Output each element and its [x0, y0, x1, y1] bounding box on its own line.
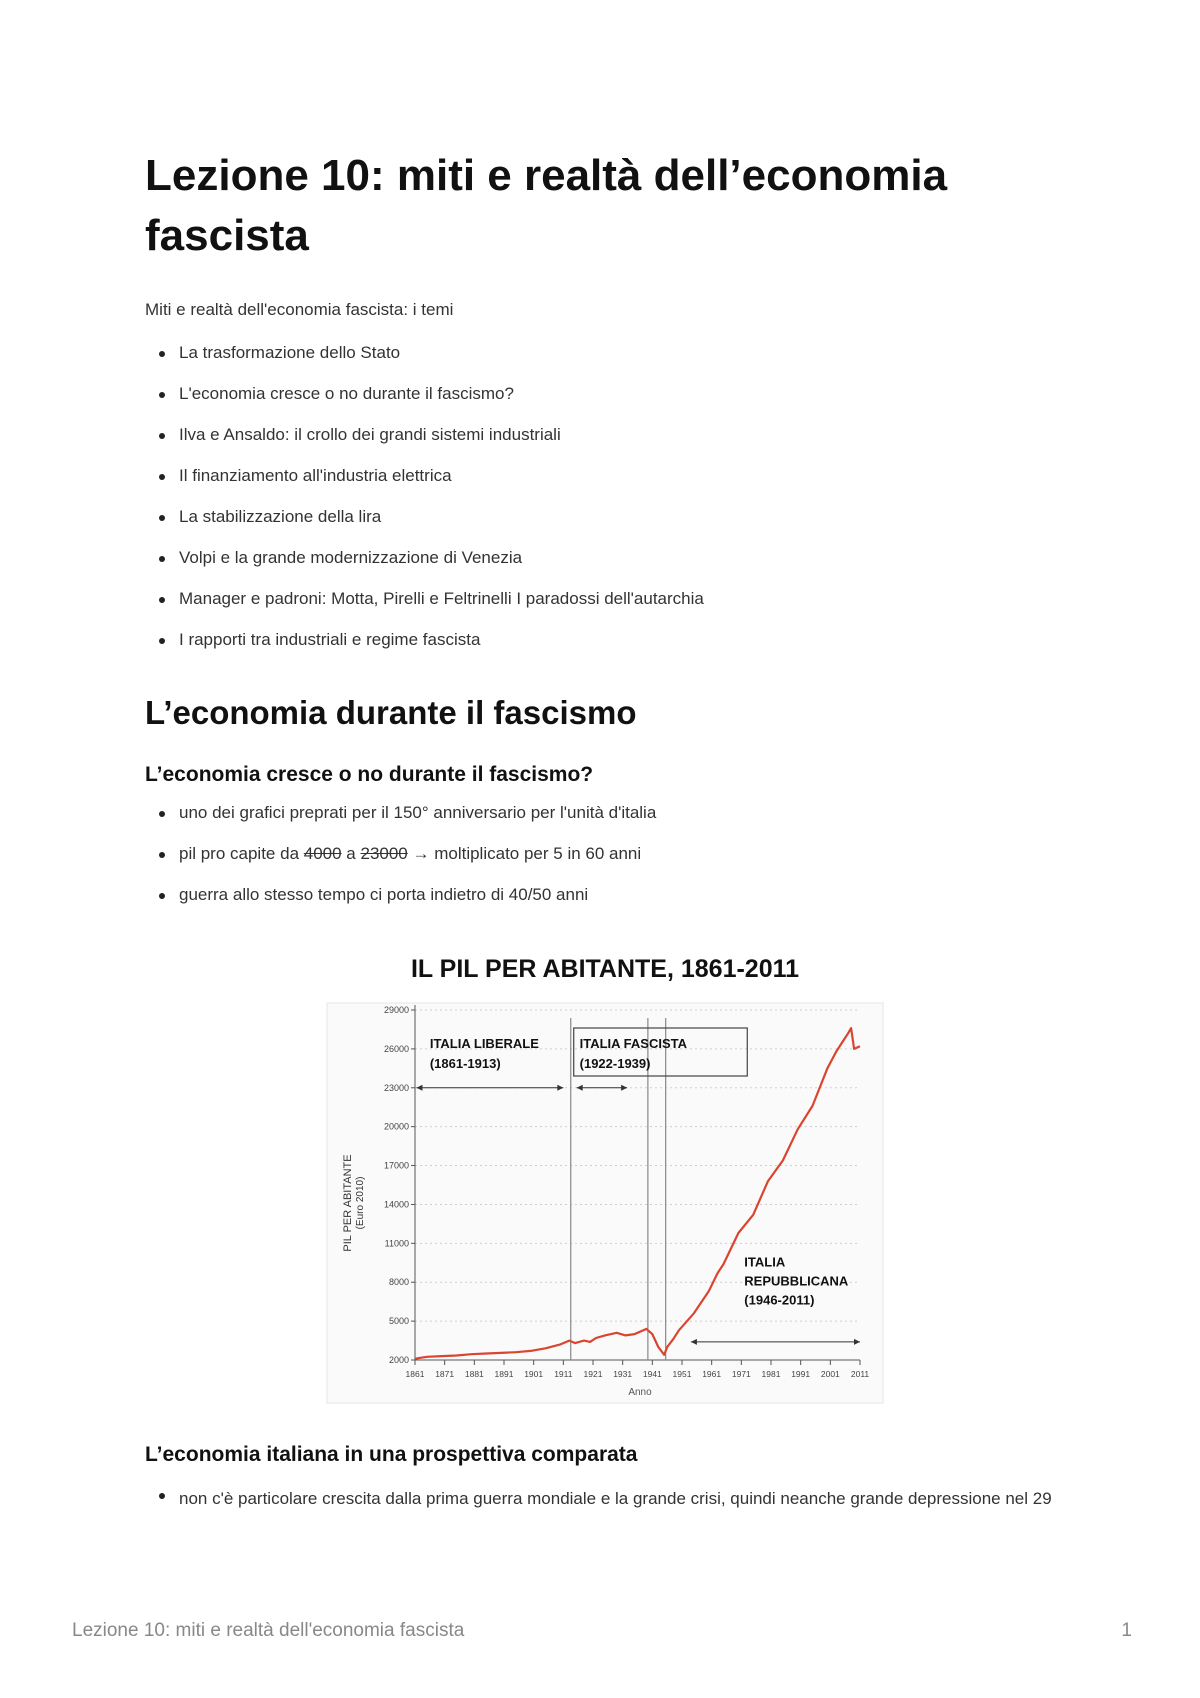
list-item: guerra allo stesso tempo ci porta indietro di 40/50 anni [157, 884, 656, 925]
list-item: Volpi e la grande modernizzazione di Venezia [157, 547, 704, 588]
footer-title: Lezione 10: miti e realtà dell'economia fascista [72, 1620, 465, 1641]
x-tick-label: 1971 [731, 1369, 751, 1379]
x-tick-label: 1921 [583, 1369, 603, 1379]
bullet-text-post: → moltiplicato per 5 in 60 anni [407, 844, 642, 863]
list-item: Il finanziamento all'industria elettrica [157, 465, 704, 506]
list-item: L'economia cresce o no durante il fascismo? [157, 383, 704, 424]
x-tick-label: 1961 [702, 1369, 722, 1379]
page-title: Lezione 10: miti e realtà dell’economia fascista [145, 151, 948, 260]
x-tick-label: 2011 [850, 1369, 870, 1379]
era-label-repubblicana-years: (1946-2011) [744, 1292, 815, 1308]
era-label-repubblicana-2: REPUBBLICANA [744, 1273, 849, 1289]
comparison-notes-list [157, 1484, 1059, 1514]
x-tick-label: 1941 [642, 1369, 662, 1379]
x-tick-label: 1981 [761, 1369, 781, 1379]
section-heading: L’economia durante il fascismo [145, 694, 637, 731]
y-tick-label: 14000 [383, 1199, 409, 1210]
x-axis-label: Anno [628, 1387, 652, 1398]
subsection-heading: L’economia cresce o no durante il fascismo? [145, 763, 594, 786]
y-tick-label: 23000 [383, 1082, 409, 1093]
list-item: Ilva e Ansaldo: il crollo dei grandi sistemi industriali [157, 424, 704, 465]
y-tick-label: 8000 [388, 1277, 409, 1288]
struck-value-from: 4000 [303, 844, 342, 863]
x-tick-label: 1901 [524, 1369, 544, 1379]
x-tick-label: 1911 [554, 1369, 573, 1379]
y-tick-label: 20000 [383, 1121, 409, 1132]
y-tick-label: 2000 [388, 1355, 409, 1365]
subsection-heading: L’economia italiana in una prospettiva comparata [145, 1443, 638, 1466]
y-tick-label: 26000 [383, 1043, 409, 1054]
chart-svg [325, 995, 885, 1415]
gdp-chart [325, 955, 885, 1415]
x-tick-label: 1991 [791, 1369, 811, 1379]
era-label-liberale: ITALIA LIBERALE [429, 1036, 539, 1051]
list-item: La stabilizzazione della lira [157, 506, 704, 547]
x-tick-label: 1871 [435, 1369, 455, 1379]
era-label-liberale-years: (1861-1913) [429, 1056, 501, 1071]
x-tick-label: 1861 [405, 1369, 425, 1379]
bullet-text-mid: a [341, 844, 361, 863]
list-item: non c'è particolare crescita dalla prima guerra mondiale e la grande crisi, quindi neanche grande depressione nel 29 [157, 1484, 1059, 1514]
x-tick-label: 1881 [464, 1369, 484, 1379]
growth-notes-list [157, 802, 656, 925]
y-tick-label: 5000 [388, 1316, 409, 1327]
intro-text: Miti e realtà dell'economia fascista: i temi [145, 300, 454, 319]
era-label-fascista-years: (1922-1939) [579, 1056, 651, 1071]
y-tick-label: 29000 [383, 1005, 409, 1015]
list-item: I rapporti tra industriali e regime fascista [157, 629, 704, 670]
x-tick-label: 1891 [494, 1369, 514, 1379]
y-tick-label: 17000 [383, 1160, 409, 1171]
list-item: La trasformazione dello Stato [157, 342, 704, 383]
x-tick-label: 1931 [613, 1369, 633, 1379]
list-item [157, 843, 656, 884]
chart-title: IL PIL PER ABITANTE, 1861-2011 [410, 955, 800, 983]
themes-list [157, 342, 704, 670]
y-axis-label: PIL PER ABITANTE [342, 1154, 354, 1252]
y-tick-label: 11000 [384, 1238, 409, 1249]
page-number: 1 [1121, 1620, 1132, 1641]
era-label-fascista: ITALIA FASCISTA [579, 1036, 688, 1051]
list-item: uno dei grafici preprati per il 150° anniversario per l'unità d'italia [157, 802, 656, 843]
struck-value-to: 23000 [360, 844, 408, 863]
era-label-repubblicana: ITALIA [744, 1254, 786, 1270]
bullet-text-pre: pil pro capite da [179, 844, 304, 863]
x-tick-label: 2001 [820, 1369, 840, 1379]
y-axis-unit: (Euro 2010) [355, 1176, 366, 1230]
x-tick-label: 1951 [672, 1369, 692, 1379]
list-item: Manager e padroni: Motta, Pirelli e Feltrinelli I paradossi dell'autarchia [157, 588, 704, 629]
